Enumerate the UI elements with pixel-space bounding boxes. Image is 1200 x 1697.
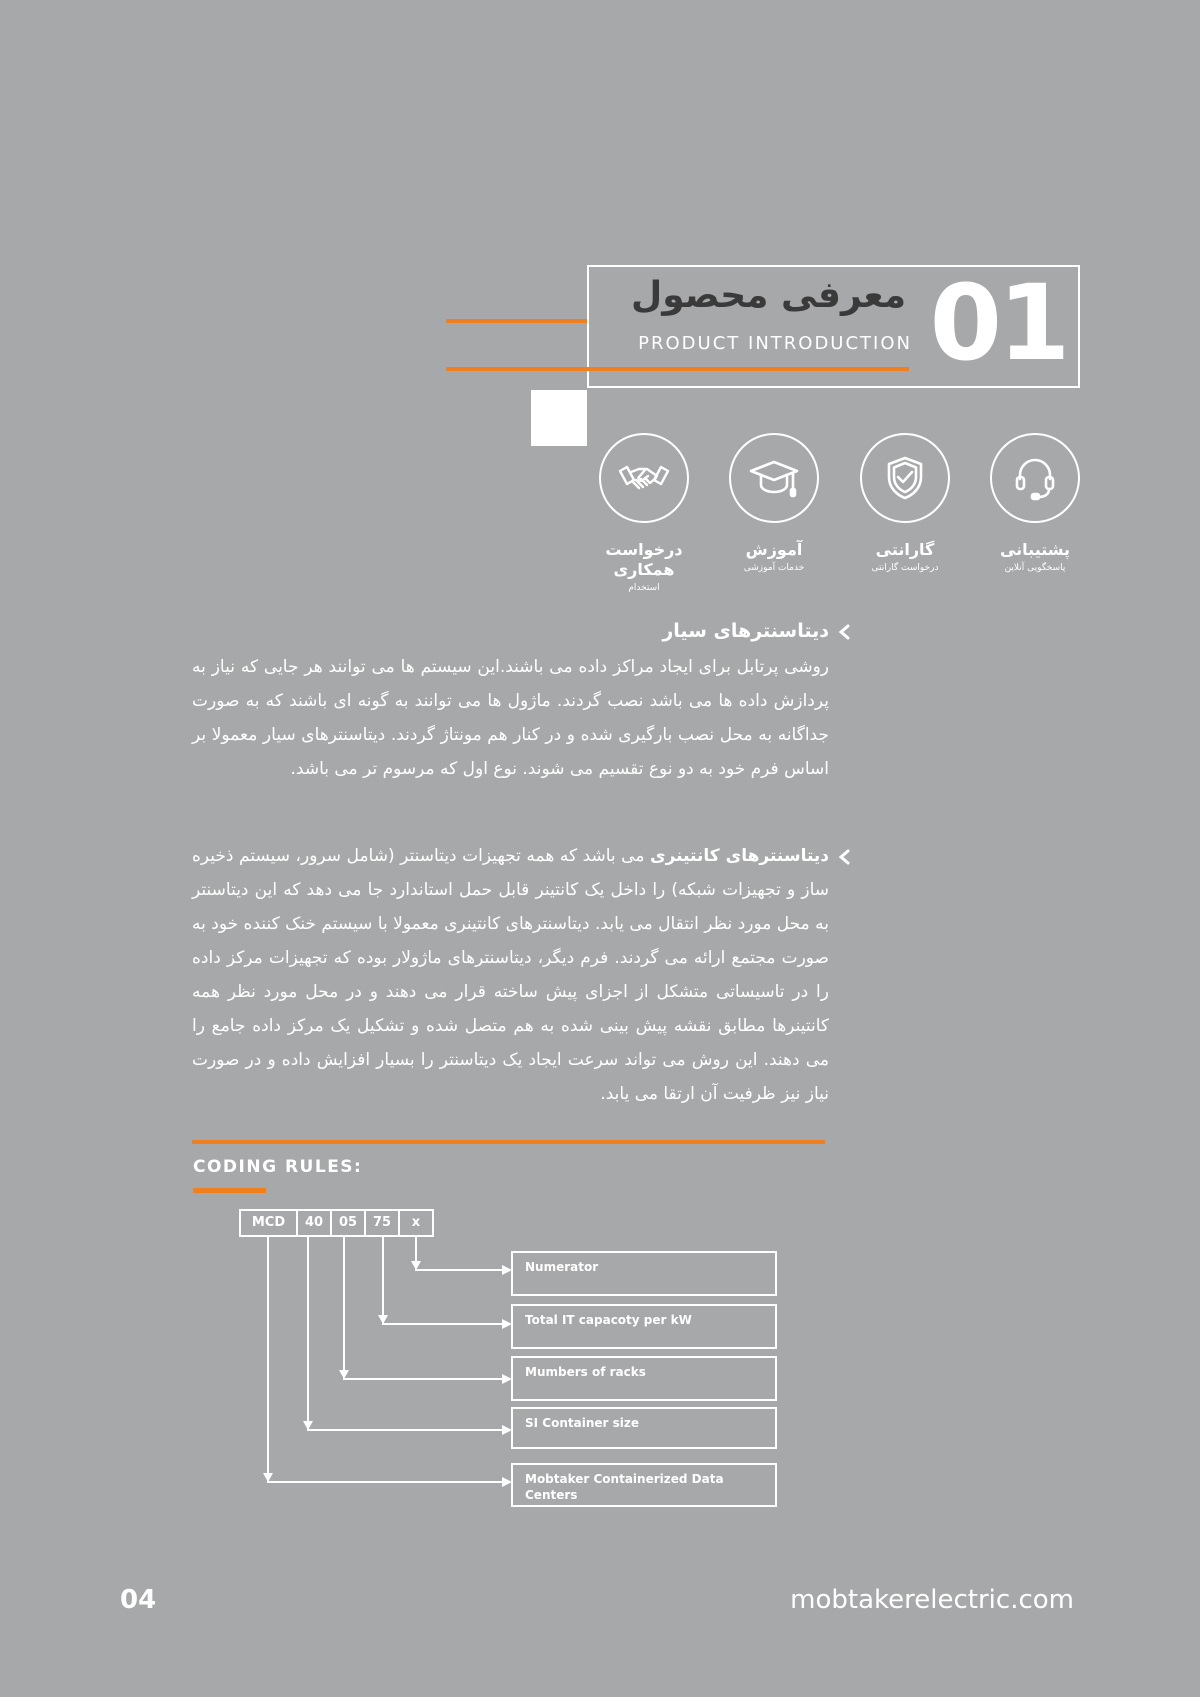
service-subtitle: خدمات آموزشی <box>743 563 805 573</box>
connector-line <box>344 1237 505 1379</box>
section2-title: دیتاسنترهای کانتینری <box>649 846 829 866</box>
service-subtitle: درخواست گارانتی <box>871 563 939 573</box>
arrowhead-down <box>303 1421 313 1430</box>
bullet-icon <box>836 624 852 640</box>
service-icon-circle <box>860 433 950 523</box>
code-segment-mcd: MCD <box>239 1209 298 1237</box>
arrowhead-down <box>339 1370 349 1379</box>
service-title: گارانتی <box>875 540 935 559</box>
shield-check-icon <box>878 451 932 505</box>
header-accent-line-bottom <box>446 367 909 371</box>
code-label-container-size: SI Container size <box>511 1407 777 1449</box>
section2-body <box>192 839 829 1119</box>
connector-line <box>268 1237 505 1482</box>
service-title: پشتیبانی <box>999 540 1071 559</box>
service-warranty[interactable] <box>840 433 970 574</box>
code-label-capacity: Total IT capacoty per kW <box>511 1304 777 1349</box>
section-title-en: PRODUCT INTRODUCTION <box>638 333 912 354</box>
section-number: 01 <box>929 262 1067 384</box>
graduation-cap-icon <box>747 451 801 505</box>
connector-line <box>416 1237 505 1270</box>
handshake-icon <box>617 451 671 505</box>
website-link[interactable]: mobtakerelectric.com <box>790 1585 1074 1615</box>
header-accent-line-top <box>446 319 589 323</box>
code-label-numerator: Numerator <box>511 1251 777 1296</box>
section-title-fa: معرفی محصول <box>630 275 906 316</box>
service-title: درخواست همکاری <box>605 540 683 579</box>
code-label-racks: Mumbers of racks <box>511 1356 777 1401</box>
service-icon-circle <box>729 433 819 523</box>
arrowhead-down <box>411 1261 421 1270</box>
service-icon-circle <box>990 433 1080 523</box>
connector-line <box>308 1237 505 1430</box>
arrowhead-down <box>378 1315 388 1324</box>
arrowhead-down <box>263 1473 273 1482</box>
coding-divider <box>192 1140 825 1144</box>
code-segment-05: 05 <box>330 1209 366 1237</box>
code-segment-40: 40 <box>296 1209 332 1237</box>
coding-title: CODING RULES: <box>193 1157 363 1177</box>
section2-text: می باشد که همه تجهیزات دیتاسنتر (شامل سرور، سیستم ذخیره ساز و تجهیزات شبکه) را داخل یک کانتینر قابل حمل استاندارد جا می دهد که این دیتاسنتر به محل مورد نظر انتقال می یابد. دیتاسنترهای کانتینری معمولا با سیستم خنک کننده خود به صورت مجتمع ارائه می گردند. فرم دیگر، دیتاسنترهای ماژولار بوده که تجهیزات مرکز داده را در تاسیساتی متشکل از اجزای پیش ساخته قرار می دهند و در محل مورد نظر همه کانتینرها مطابق نقشه پیش بینی شده به هم متصل شده و تشکیل یک مرکز داده جامع را می دهند. این روش می تواند سرعت ایجاد یک دیتاسنتر را بسیار افزایش داده و در صورت نیاز نیز ظرفیت آن ارتقا می یابد. <box>192 846 829 1104</box>
code-segment-x: x <box>398 1209 434 1237</box>
page-number: 04 <box>120 1585 157 1615</box>
service-icon-circle <box>599 433 689 523</box>
section1-title: دیتاسنترهای سیار <box>662 620 829 642</box>
bullet-icon <box>836 849 852 865</box>
section1-body: روشی پرتابل برای ایجاد مراکز داده می باشند.این سیستم ها می توانند هر جایی که نیاز به پردازش داده ها می باشد نصب گردند. ماژول ها می توانند به گونه ای باشند که به صورت جداگانه به محل نصب بارگیری شده و در کنار هم مونتاژ گردند. دیتاسنترهای سیار معمولا بر اساس فرم خود به دو نوع تقسیم می شوند. نوع اول که مرسوم تر می باشد. <box>192 657 829 779</box>
connector-line <box>383 1237 505 1324</box>
headset-icon <box>1008 451 1062 505</box>
service-title: آموزش <box>745 540 803 559</box>
coding-title-underline <box>193 1188 266 1193</box>
service-cooperation[interactable] <box>579 433 709 594</box>
service-training[interactable] <box>709 433 839 574</box>
code-segment-75: 75 <box>364 1209 400 1237</box>
service-support[interactable] <box>970 433 1100 574</box>
service-subtitle: استخدام <box>628 583 660 593</box>
service-subtitle: پاسخگویی آنلاین <box>1004 563 1066 573</box>
code-label-brand: Mobtaker Containerized Data Centers <box>511 1463 777 1507</box>
